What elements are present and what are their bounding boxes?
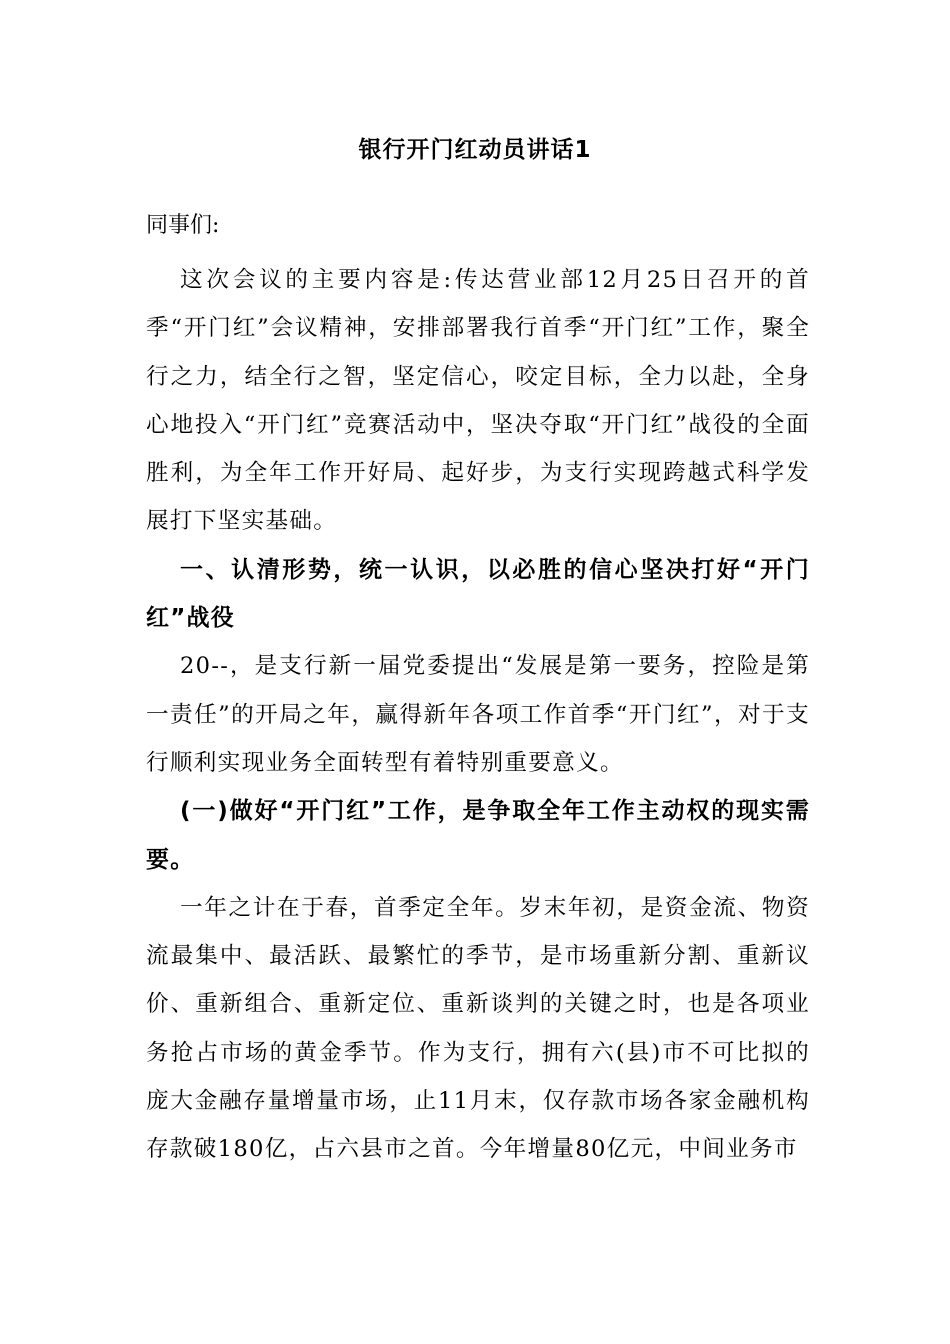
document-title: 银行开门红动员讲话1 (358, 137, 592, 163)
section-paragraph-1: 20--，是支行新一届党委提出“发展是第一要务，控险是第一责任”的开局之年，赢得新年各项工作首季“开门红”，对于支行顺利实现业务全面转型有着特别重要意义。 (146, 653, 810, 776)
section-heading-1: 一、认清形势，统一认识，以必胜的信心坚决打好“开门红”战役 (146, 556, 810, 632)
document-body (146, 208, 810, 1174)
greeting: 同事们: (146, 213, 220, 238)
subsection-paragraph-1: 一年之计在于春，首季定全年。岁末年初，是资金流、物资流最集中、最活跃、最繁忙的季节，是市场重新分割、重新议价、重新组合、重新定位、重新谈判的关键之时，也是各项业务抢占市场的黄金季节。作为支行，拥有六(县)市不可比拟的庞大金融存量增量市场，止11月末，仅存款市场各家金融机构存款破180亿，占六县市之首。今年增量80亿元，中间业务市 (146, 894, 810, 1163)
intro-paragraph: 这次会议的主要内容是:传达营业部12月25日召开的首季“开门红”会议精神，安排部署我行首季“开门红”工作，聚全行之力，结全行之智，坚定信心，咬定目标，全力以赴，全身心地投入“开门红”竞赛活动中，坚决夺取“开门红”战役的全面胜利，为全年工作开好局、起好步，为支行实现跨越式科学发展打下坚实基础。 (146, 267, 810, 535)
subsection-heading-1: (一)做好“开门红”工作，是争取全年工作主动权的现实需要。 (146, 798, 810, 873)
